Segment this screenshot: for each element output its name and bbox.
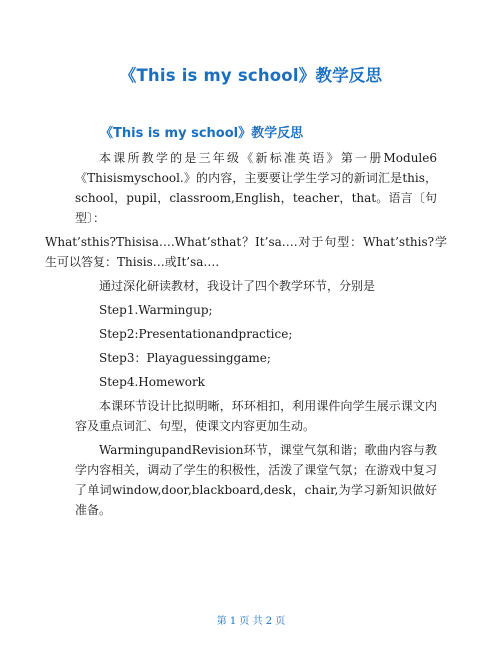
section-title: 《This is my school》教学反思	[100, 126, 304, 141]
paragraph-sentence-patterns: What’sthis?Thisisa….What’sthat？It’sa….对于句型：What’sthis?学生可以答复：Thisis…或It’sa….	[45, 235, 447, 269]
paragraph-design: 通过深化研读教材，我设计了四个教学环节，分别是	[99, 279, 376, 293]
paragraph-warmup: WarmingupandRevision环节，课堂气氛和谐；歌曲内容与教学内容相关，调动了学生的积极性，活泼了课堂气氛；在游戏中复习了单词window,door,blackboard,desk，chair,为学习新知识做好准备。	[75, 443, 437, 517]
page-footer: 第 1 页 共 2 页	[216, 616, 286, 627]
document-title: 《This is my school》教学反思	[119, 66, 383, 85]
body-text	[45, 148, 447, 524]
paragraph-intro: 本课所教学的是三年级《新标准英语》第一册Module6《Thisismyschool.》的内容，主要要让学生学习的新词汇是this，school，pupil，classroom,English，teacher，that。语言〔句型〕：	[75, 151, 437, 225]
step-2: Step2:Presentationandpractice;	[99, 327, 293, 341]
paragraph-evaluation: 本课环节设计比拟明晰，环环相扣，利用课件向学生展示课文内容及重点词汇、句型，使课文内容更加生动。	[75, 399, 437, 433]
step-4: Step4.Homework	[99, 375, 205, 389]
step-1: Step1.Warmingup;	[99, 303, 213, 317]
step-3: Step3：Playaguessinggame;	[99, 351, 271, 365]
